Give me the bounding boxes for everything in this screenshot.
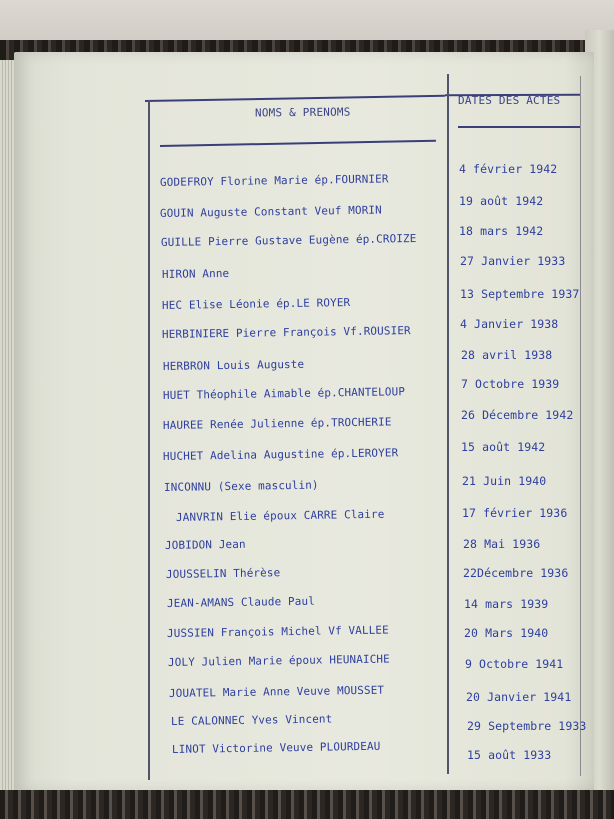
names-column-header: NOMS & PRENOMS [254, 105, 351, 120]
entry-name: JOUATEL Marie Anne Veuve MOUSSET [168, 683, 385, 700]
entry-name: HIRON Anne [161, 266, 230, 281]
entry-date: 15 août 1942 [461, 440, 546, 454]
entry-date: 4 Janvier 1938 [460, 317, 559, 331]
entry-name: GOUIN Auguste Constant Veuf MORIN [159, 203, 382, 220]
entry-name: JEAN-AMANS Claude Paul [166, 594, 315, 610]
entry-date: 20 Mars 1940 [464, 626, 549, 640]
entry-name: HERBINIERE Pierre François Vf.ROUSIER [161, 324, 411, 341]
entry-name: JANVRIN Elie époux CARRE Claire [175, 507, 385, 524]
entry-date: 18 mars 1942 [459, 224, 544, 238]
entry-name: JUSSIEN François Michel Vf VALLEE [166, 623, 389, 640]
entry-date: 27 Janvier 1933 [460, 254, 566, 268]
entry-date: 17 février 1936 [462, 506, 568, 520]
entry-date: 26 Décembre 1942 [461, 408, 574, 422]
entry-date: 29 Septembre 1933 [467, 719, 587, 733]
entry-name: JOBIDON Jean [164, 537, 246, 552]
entry-name: HAUREE Renée Julienne ép.TROCHERIE [162, 415, 392, 432]
entry-date: 9 Octobre 1941 [465, 657, 564, 671]
entry-date: 22Décembre 1936 [463, 566, 569, 580]
entry-name: GODEFROY Florine Marie ép.FOURNIER [159, 172, 389, 189]
entry-date: 19 août 1942 [459, 194, 544, 208]
entry-name: GUILLE Pierre Gustave Eugène ép.CROIZE [160, 231, 417, 249]
entry-date: 15 août 1933 [467, 748, 552, 762]
entry-name: JOUSSELIN Thérèse [165, 566, 281, 581]
entry-date: 20 Janvier 1941 [466, 690, 572, 704]
entry-name: HERBRON Louis Auguste [162, 357, 305, 373]
entry-date: 4 février 1942 [459, 162, 558, 176]
entry-name: HUET Théophile Aimable ép.CHANTELOUP [162, 385, 406, 402]
entry-date: 21 Juin 1940 [462, 474, 547, 488]
entry-date: 7 Octobre 1939 [461, 377, 560, 391]
entry-name: HEC Elise Léonie ép.LE ROYER [161, 296, 351, 312]
entry-name: HUCHET Adelina Augustine ép.LEROYER [162, 446, 399, 463]
entry-name: LINOT Victorine Veuve PLOURDEAU [171, 739, 381, 756]
entry-name: LE CALONNEC Yves Vincent [170, 712, 333, 728]
entry-date: 13 Septembre 1937 [460, 287, 580, 301]
entry-name: JOLY Julien Marie époux HEUNAICHE [167, 652, 390, 669]
entry-name: INCONNU (Sexe masculin) [163, 478, 319, 494]
entry-date: 14 mars 1939 [464, 597, 549, 611]
dates-column-header: DATES DES ACTES [458, 94, 561, 107]
entry-date: 28 avril 1938 [461, 348, 553, 362]
entry-date: 28 Mai 1936 [463, 537, 541, 551]
